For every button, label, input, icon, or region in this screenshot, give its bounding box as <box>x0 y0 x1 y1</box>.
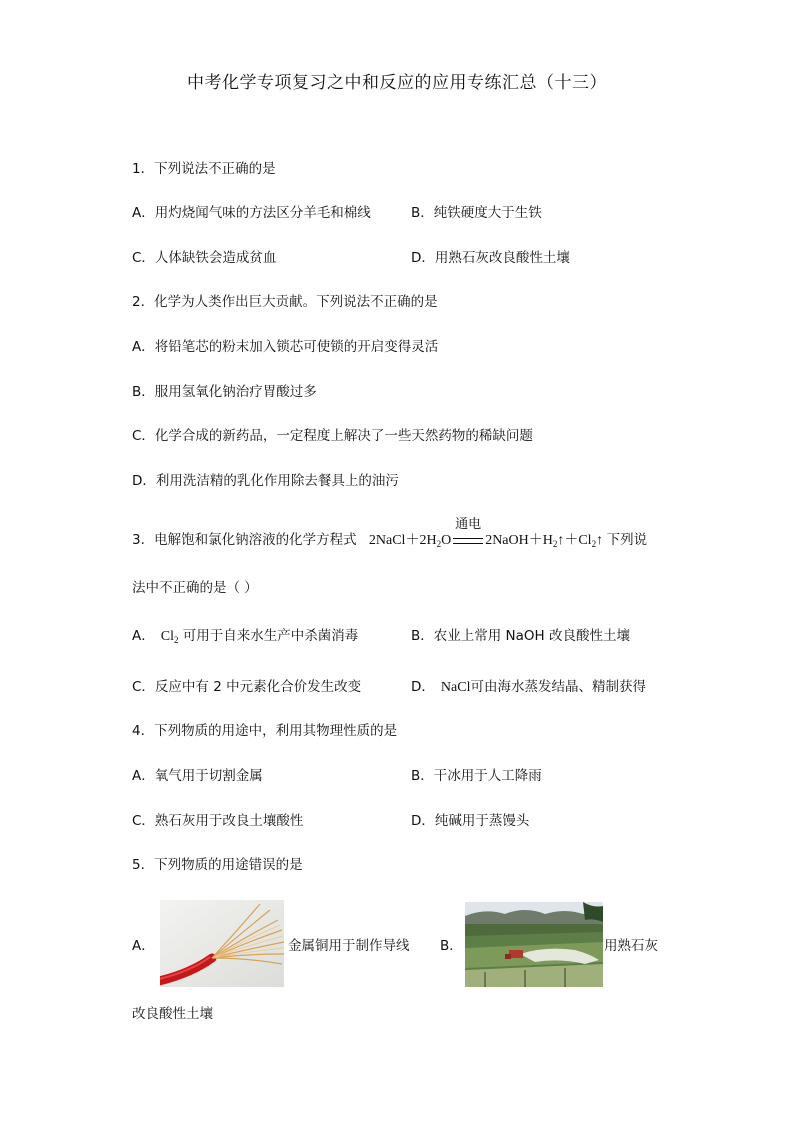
page-title: 中考化学专项复习之中和反应的应用专练汇总（十三） <box>187 73 607 93</box>
option-label: D． <box>411 679 435 695</box>
equation-subscript: 2 <box>173 635 179 645</box>
formula-nacl: NaCl <box>440 680 471 695</box>
option-text: 可由海水蒸发结晶、精制获得 <box>470 679 646 695</box>
equation-subscript: 2 <box>591 539 597 549</box>
chemical-equation <box>368 517 607 549</box>
equation-products-2: ↑＋Cl <box>557 533 592 548</box>
option-label: A． <box>132 628 155 644</box>
question-3-option-c: C．反应中有 2 中元素化合价发生改变 <box>132 679 362 695</box>
equation-subscript: 2 <box>436 539 442 549</box>
question-3-stem-prefix: 3．电解饱和氯化钠溶液的化学方程式 <box>132 532 357 548</box>
question-3-option-b: B．农业上常用 NaOH 改良酸性土壤 <box>411 628 630 644</box>
question-3-stem-suffix: 下列说 <box>606 532 648 548</box>
question-3-stem <box>132 517 648 553</box>
formula-cl2 <box>161 629 179 644</box>
question-5-option-b-text-continued: 改良酸性土壤 <box>132 1006 213 1022</box>
gas-arrow: ↑ <box>596 533 604 548</box>
question-5-option-b-label: B． <box>440 938 463 954</box>
question-4-option-d: D．纯碱用于蒸馒头 <box>411 813 530 829</box>
question-5-option-a-label: A． <box>132 938 155 954</box>
equation-reactants: 2NaCl＋2H <box>368 533 437 548</box>
formula-text: Cl <box>160 629 174 644</box>
question-5-option-a-text: 金属铜用于制作导线 <box>288 938 410 954</box>
question-4-option-b: B．干冰用于人工降雨 <box>411 768 542 784</box>
question-1-stem: 1．下列说法不正确的是 <box>132 161 276 177</box>
equals-bar <box>453 538 483 544</box>
question-1-option-a: A．用灼烧闻气味的方法区分羊毛和棉线 <box>132 205 371 221</box>
question-1-option-b: B．纯铁硬度大于生铁 <box>411 205 542 221</box>
question-3-stem-line2: 法中不正确的是（ ） <box>132 580 258 596</box>
question-1-option-c: C．人体缺铁会造成贫血 <box>132 250 277 266</box>
equation-oxygen: O <box>441 533 452 548</box>
question-4-option-c: C．熟石灰用于改良土壤酸性 <box>132 813 304 829</box>
option-text: 可用于自来水生产中杀菌消毒 <box>182 628 359 644</box>
field-liming-image <box>465 902 603 987</box>
equation-products: 2NaOH＋H <box>485 533 553 548</box>
copper-wire-illustration <box>160 900 284 987</box>
question-4-stem: 4．下列物质的用途中，利用其物理性质的是 <box>132 723 398 739</box>
question-3-option-a <box>132 627 358 649</box>
question-2-stem: 2．化学为人类作出巨大贡献。下列说法不正确的是 <box>132 294 438 310</box>
field-liming-illustration <box>465 902 603 987</box>
question-5-stem: 5．下列物质的用途错误的是 <box>132 857 303 873</box>
question-2-option-d: D．利用洗洁精的乳化作用除去餐具上的油污 <box>132 473 399 489</box>
question-3-option-d <box>411 678 646 697</box>
question-2-option-b: B．服用氢氧化钠治疗胃酸过多 <box>132 384 317 400</box>
question-2-option-c: C．化学合成的新药品，一定程度上解决了一些天然药物的稀缺问题 <box>132 428 533 444</box>
question-4-option-a: A．氧气用于切割金属 <box>132 768 263 784</box>
question-2-option-a: A．将铅笔芯的粉末加入锁芯可使锁的开启变得灵活 <box>132 339 439 355</box>
reaction-condition-label: 通电 <box>455 517 482 532</box>
equation-subscript: 2 <box>552 539 558 549</box>
question-1-option-d: D．用熟石灰改良酸性土壤 <box>411 250 570 266</box>
copper-wire-image <box>160 900 284 987</box>
reaction-condition <box>453 517 483 550</box>
question-5-option-b-text: 用熟石灰 <box>604 938 658 954</box>
